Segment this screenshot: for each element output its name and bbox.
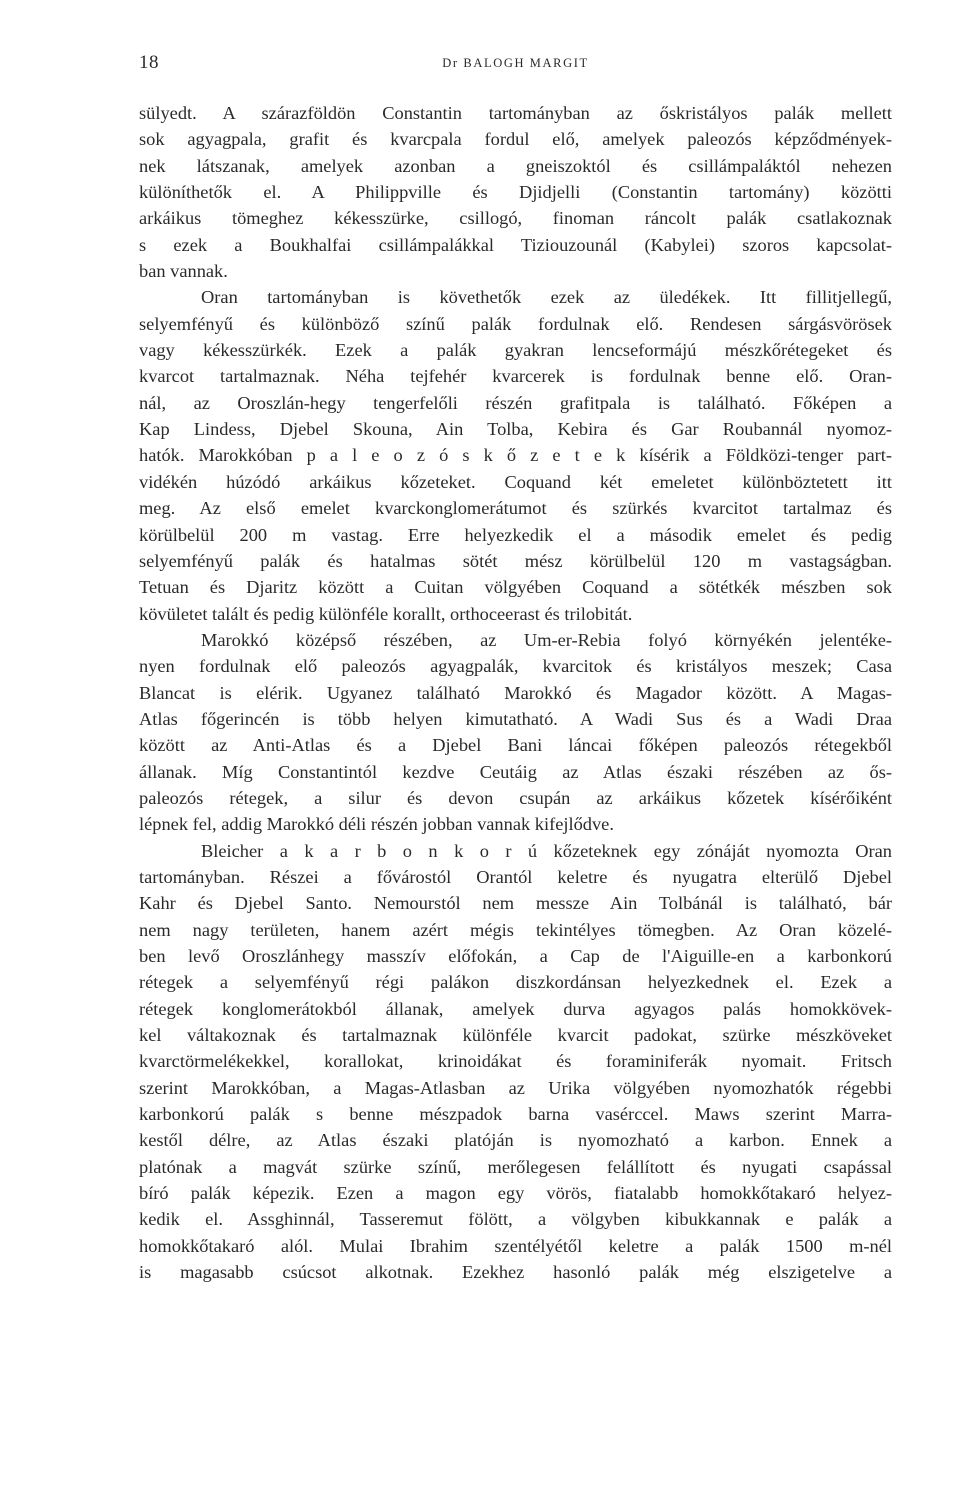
text-line: lépnek fel, addig Marokkó déli részén jobban vannak kifejlődve. xyxy=(139,814,614,835)
text-line: Tetuan és Djaritz között a Cuitan völgyében Coquand a sötétkék mészben sok xyxy=(139,577,892,598)
text-line: kel váltakoznak és tartalmaznak különféle kvarcit padokat, szürke mészköveket xyxy=(139,1025,892,1046)
text-line: kedik el. Assghinnál, Tasseremut fölött, a völgyben kibukkannak e palák a xyxy=(139,1209,892,1230)
text-line: Atlas főgerincén is több helyen kimutatható. A Wadi Sus és a Wadi Draa xyxy=(139,708,892,729)
text-line: nál, az Oroszlán-hegy tengerfelőli részén grafitpala is található. Főképen a xyxy=(139,392,892,413)
text-line: selyemfényű palák és hatalmas sötét mész körülbelül 120 m vastagságban. xyxy=(139,550,892,571)
text-line: nyen fordulnak elő paleozós agyagpalák, kvarcitok és kristályos meszek; Casa xyxy=(139,656,892,677)
text-line: is magasabb csúcsot alkotnak. Ezekhez hasonló palák még elszigetelve a xyxy=(139,1262,892,1283)
text-line: Kap Lindess, Djebel Skouna, Ain Tolba, Kebira és Gar Roubannál nyomoz- xyxy=(139,419,892,440)
text-line: nek látszanak, amelyek azonban a gneiszoktól és csillámpaláktól nehezen xyxy=(139,155,892,176)
text-line: arkáikus tömeghez kékesszürke, csillogó, finoman ráncolt palák csatlakoznak xyxy=(139,208,892,229)
text-line: meg. Az első emelet kvarckonglomerátumot és szürkés kvarcitot tartalmaz és xyxy=(139,498,892,519)
text-line: Bleicher a k a r b o n k o r ú kőzeteknek egy zónáját nyomozta Oran xyxy=(201,840,892,861)
text-line: nem nagy területen, hanem azért mégis tekintélyes tömegben. Az Oran közelé- xyxy=(139,919,892,940)
text-line: ben levő Oroszlánhegy masszív előfokán, a Cap de l'Aiguille-en a karbonkorú xyxy=(139,946,892,966)
text-line: vagy kékesszürkék. Ezek a palák gyakran lencseformájú mészkőrétegeket és xyxy=(139,340,892,361)
text-line: Marokkó középső részében, az Um-er-Rebia folyó környékén jelentéke- xyxy=(201,629,892,650)
text-line: paleozós rétegek, a silur és devon csupán az arkáikus kőzetek kísérőiként xyxy=(139,787,892,808)
text-line: állanak. Míg Constantintól kezdve Ceutáig az Atlas északi részében az ős- xyxy=(139,761,892,782)
text-line: kvarctörmelékekkel, korallokat, krinoidákat és foraminiferák nyomait. Fritsch xyxy=(139,1051,892,1072)
page-header xyxy=(139,52,892,80)
text-line: ban vannak. xyxy=(139,261,228,282)
text-line: vidékén húzódó arkáikus kőzeteket. Coquand két emeletet különböztetett itt xyxy=(139,471,892,492)
text-line: hatók. Marokkóban p a l e o z ó s k ő z e t e k kísérik a Földközi-tenger part- xyxy=(139,445,892,466)
text-line: rétegek a selyemfényű régi palákon diszkordánsan helyezkednek el. Ezek a xyxy=(139,972,892,993)
text-line: rétegek konglomerátokból állanak, amelyek durva agyagos palás homokkövek- xyxy=(139,998,892,1019)
text-line: bíró palák képezik. Ezen a magon egy vörös, fiatalabb homokkőtakaró helyez- xyxy=(139,1183,892,1204)
body-text xyxy=(139,100,892,1285)
text-line: homokkőtakaró alól. Mulai Ibrahim szentélyétől keletre a palák 1500 m-nél xyxy=(139,1235,892,1256)
text-line: szerint Marokkóban, a Magas-Atlasban az Urika völgyében nyomozhatók régebbi xyxy=(139,1077,892,1098)
text-line: sok agyagpala, grafit és kvarcpala fordul elő, amelyek paleozós képződmények- xyxy=(139,129,892,150)
text-line: Blancat is elérik. Ugyanez található Marokkó és Magador között. A Magas- xyxy=(139,682,892,703)
page-number: 18 xyxy=(139,52,159,73)
text-line: s ezek a Boukhalfai csillámpalákkal Tiziouzounál (Kabylei) szoros kapcsolat- xyxy=(139,234,892,255)
text-line: körülbelül 200 m vastag. Erre helyezkedik el a második emelet és pedig xyxy=(139,524,892,545)
text-line: kvarcot tartalmaznak. Néha tejfehér kvarcerek is fordulnak benne elő. Oran- xyxy=(139,366,892,387)
text-line: platónak a magvát szürke színű, merőlegesen felállított és nyugati csapással xyxy=(139,1156,892,1177)
text-line: Kahr és Djebel Santo. Nemourstól nem messze Ain Tolbánál is található, bár xyxy=(139,893,892,914)
text-line: selyemfényű és különböző színű palák fordulnak elő. Rendesen sárgásvörösek xyxy=(139,313,892,334)
text-line: kestől délre, az Atlas északi platóján is nyomozható a karbon. Ennek a xyxy=(139,1130,892,1151)
text-line: kövületet talált és pedig különféle korallt, orthoceerast és trilobitát. xyxy=(139,603,633,624)
running-head: Dr BALOGH MARGIT xyxy=(442,56,589,70)
text-line: Oran tartományban is követhetők ezek az üledékek. Itt fillitjellegű, xyxy=(201,287,892,308)
text-line: között az Anti-Atlas és a Djebel Bani láncai főképen paleozós rétegekből xyxy=(139,735,892,756)
text-line: különíthetők el. A Philippville és Djidjelli (Constantin tartomány) közötti xyxy=(139,182,892,203)
text-line: sülyedt. A szárazföldön Constantin tartományban az őskristályos palák mellett xyxy=(139,103,892,123)
text-line: karbonkorú palák s benne mészpadok barna vasérccel. Maws szerint Marra- xyxy=(139,1104,892,1125)
text-line: tartományban. Részei a fővárostól Orantól keletre és nyugatra elterülő Djebel xyxy=(139,866,892,887)
